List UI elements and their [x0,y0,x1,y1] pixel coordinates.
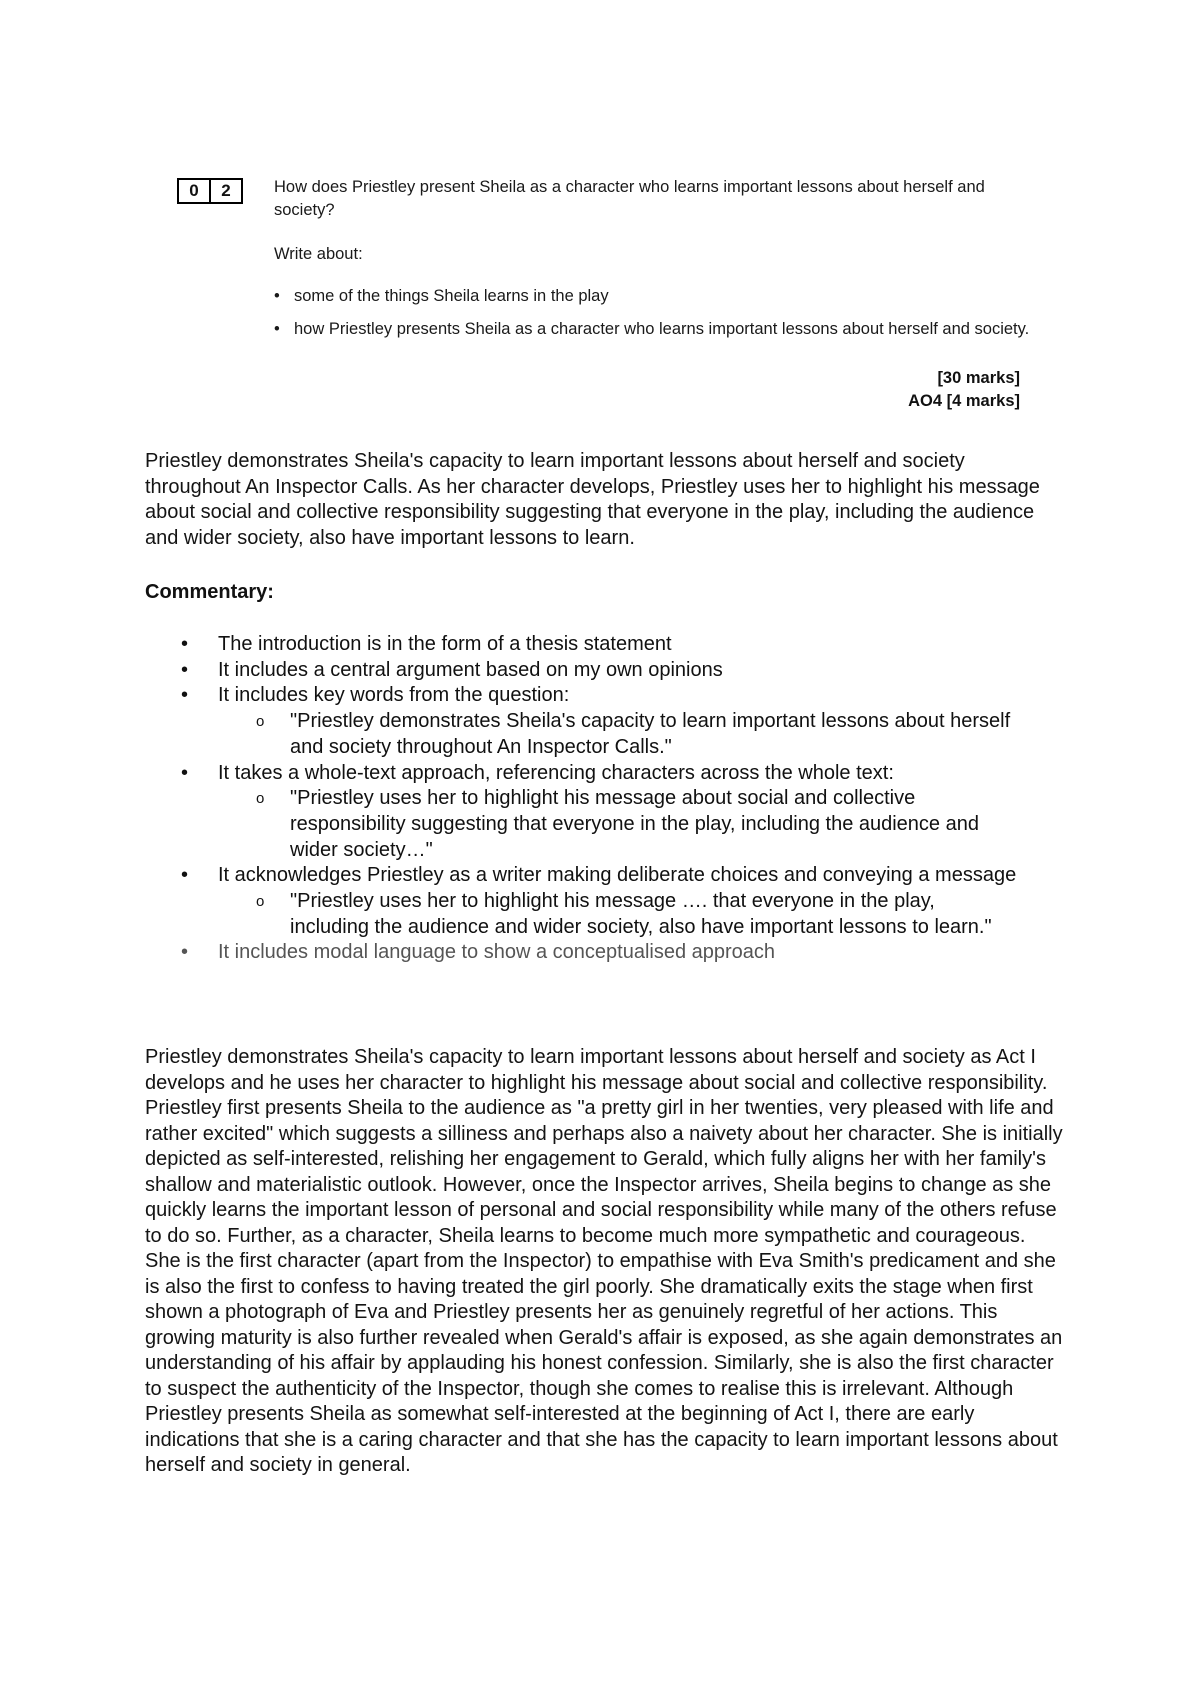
question-text: How does Priestley present Sheila as a character who learns important lessons about herself and society? [274,178,985,219]
commentary-list [145,632,1045,966]
total-marks: [30 marks] [937,369,1020,387]
commentary-point [145,761,1045,864]
write-about-label: Write about: [274,245,363,263]
question-bullet: • how Priestley presents Sheila as a character who learns important lessons about herself and society. [274,318,1034,341]
question-number-digit: 0 [189,181,199,200]
commentary-point-text: It includes key words from the question: [218,684,570,707]
question-bullet-list [274,285,1034,341]
commentary-point [145,940,1045,966]
commentary-point [145,632,1045,658]
commentary-point [145,658,1045,684]
exam-question [274,176,1034,351]
commentary-point-text: It acknowledges Priestley as a writer making deliberate choices and conveying a message [218,864,1017,887]
commentary-quote: o "Priestley uses her to highlight his message about social and collective responsibility suggesting that everyone in the play, including the audience and wider society…" [290,786,1045,863]
commentary-sublist [218,709,1045,760]
commentary-quote: o "Priestley uses her to highlight his message …. that everyone in the play, including the audience and wider society, also have important lessons to learn." [290,889,1045,940]
question-bullet: • some of the things Sheila learns in the play [274,285,1034,308]
question-number-digit: 2 [209,180,241,202]
commentary-point-text: It includes a central argument based on my own opinions [218,658,723,681]
question-number-box [177,178,243,204]
marks-allocation [908,367,1020,413]
commentary-sublist [218,786,1045,863]
ao4-marks: AO4 [4 marks] [908,392,1020,410]
analysis-paragraph: Priestley demonstrates Sheila's capacity to learn important lessons about herself and society as Act I develops and he uses her character to highlight his message about social and collective responsibility. Priestley first presents Sheila to the audience as "a pretty girl in her twenties, very pleased with life and rather excited" which suggests a silliness and perhaps also a naivety about her character. She is initially depicted as self-interested, relishing her engagement to Gerald, which fully aligns her with her family's shallow and materialistic outlook. However, once the Inspector arrives, Sheila begins to change as she quickly learns the important lesson of personal and social responsibility while many of the others refuse to do so. Further, as a character, Sheila learns to become much more sympathetic and courageous. She is the first character (apart from the Inspector) to empathise with Eva Smith's predicament and she is also the first to confess to having treated the girl poorly. She dramatically exits the stage when first shown a photograph of Eva and Priestley presents her as genuinely regretful of her actions. This growing maturity is also further revealed when Gerald's affair is exposed, as she again demonstrates an understanding of his affair by applauding his honest confession. Similarly, she is also the first character to suspect the authenticity of the Inspector, though she comes to realise this is irrelevant. Although Priestley presents Sheila as somewhat self-interested at the beginning of Act I, there are early indications that she is a caring character and that she has the capacity to learn important lessons about herself and society in general. [145,1046,1063,1476]
commentary-point-text: The introduction is in the form of a thesis statement [218,633,672,655]
commentary-quote: o "Priestley demonstrates Sheila's capacity to learn important lessons about herself and society throughout An Inspector Calls." [290,709,1045,760]
commentary-point-text: It takes a whole-text approach, referencing characters across the whole text: [218,761,894,784]
intro-paragraph: Priestley demonstrates Sheila's capacity to learn important lessons about herself and society throughout An Inspector Calls. As her character develops, Priestley uses her to highlight his message about social and collective responsibility suggesting that everyone in the play, including the audience and wider society, also have important lessons to learn. [145,450,1040,549]
commentary-point [145,683,1045,760]
commentary-heading: Commentary: [145,581,274,603]
commentary-sublist [218,889,1045,940]
commentary-point-text: It includes modal language to show a conceptualised approach [218,941,776,964]
commentary-point [145,863,1045,940]
